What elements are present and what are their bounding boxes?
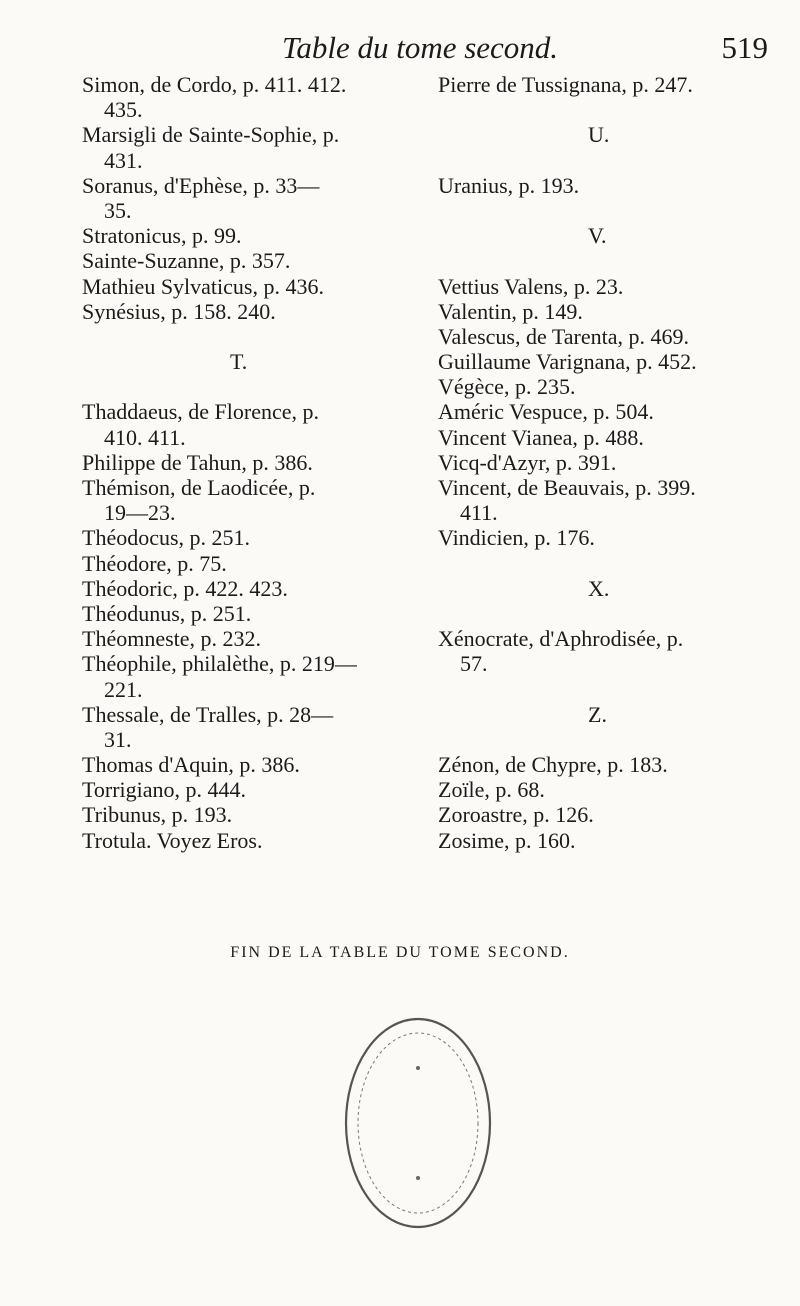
- index-entry-line: Zoïle, p. 68.: [438, 777, 545, 803]
- index-entry-line: Vincent Vianea, p. 488.: [438, 424, 644, 450]
- index-entry-line: Vincent, de Beauvais, p. 399.: [438, 475, 696, 500]
- index-entry-line: Simon, de Cordo, p. 411. 412.: [82, 72, 347, 97]
- index-entry-line: Thessale, de Tralles, p. 28—: [82, 701, 334, 727]
- section-letter: Z.: [588, 701, 607, 727]
- index-entry-line: 411.: [460, 500, 498, 526]
- library-stamp: [338, 1010, 498, 1236]
- index-entry-line: 221.: [104, 676, 143, 702]
- index-entry-line: Zoroastre, p. 126.: [438, 802, 594, 828]
- index-entry-line: Synésius, p. 158. 240.: [82, 298, 276, 324]
- index-entry-line: Vicq-d'Azyr, p. 391.: [438, 449, 617, 475]
- index-entry-line: 435.: [104, 97, 143, 123]
- index-entry-line: Thaddaeus, de Florence, p.: [82, 399, 320, 425]
- index-entry-line: 57.: [460, 651, 488, 677]
- running-title: Table du tome second.: [281, 30, 559, 65]
- index-entry-line: Marsigli de Sainte-Sophie, p.: [82, 122, 340, 148]
- index-entry-line: Vindicien, p. 176.: [438, 525, 595, 551]
- index-entry-line: Vettius Valens, p. 23.: [438, 273, 624, 299]
- index-entry-line: 431.: [104, 147, 143, 173]
- blank-line: [438, 198, 768, 223]
- index-entry-line: Végèce, p. 235.: [438, 374, 576, 400]
- blank-line: [438, 727, 768, 752]
- blank-line: [438, 97, 768, 122]
- index-entry-line: Philippe de Tahun, p. 386.: [82, 449, 313, 475]
- index-entry-line: 410. 411.: [104, 424, 186, 450]
- index-entry-line: Pierre de Tussignana, p. 247.: [438, 72, 693, 97]
- index-entry-line: Zénon, de Chypre, p. 183.: [438, 752, 668, 778]
- index-entry-line: Tribunus, p. 193.: [82, 802, 233, 828]
- index-entry-line: Théodocus, p. 251.: [82, 525, 251, 551]
- index-entry-line: Sainte-Suzanne, p. 357.: [82, 248, 291, 274]
- index-entry-line: Théodoric, p. 422. 423.: [82, 575, 288, 601]
- index-entry-line: Théodunus, p. 251.: [82, 600, 252, 626]
- blank-line: [82, 324, 422, 349]
- index-entry-line: 35.: [104, 197, 132, 223]
- blank-line: [82, 374, 422, 399]
- index-entry-line: Zosime, p. 160.: [438, 827, 576, 853]
- index-entry-line: Soranus, d'Ephèse, p. 33—: [82, 172, 320, 198]
- blank-line: [438, 148, 768, 173]
- index-entry-line: Xénocrate, d'Aphrodisée, p.: [438, 626, 684, 652]
- index-entry-line: Améric Vespuce, p. 504.: [438, 399, 654, 425]
- index-entry-line: Valescus, de Tarenta, p. 469.: [438, 323, 689, 349]
- index-entry-line: Valentin, p. 149.: [438, 298, 583, 324]
- index-entry-line: Torrigiano, p. 444.: [82, 777, 247, 803]
- index-entry-line: Trotula. Voyez Eros.: [82, 827, 263, 853]
- index-entry-line: Thémison, de Laodicée, p.: [82, 475, 316, 500]
- end-of-table-notice: FIN DE LA TABLE DU TOME SECOND.: [230, 944, 570, 961]
- blank-line: [438, 551, 768, 576]
- index-entry-line: Théodore, p. 75.: [82, 550, 227, 576]
- section-letter: V.: [588, 223, 607, 249]
- blank-line: [438, 677, 768, 702]
- index-entry-line: Thomas d'Aquin, p. 386.: [82, 752, 300, 778]
- section-letter: T.: [230, 349, 248, 375]
- index-entry-line: Théophile, philalèthe, p. 219—: [82, 651, 357, 677]
- index-entry-line: Guillaume Varignana, p. 452.: [438, 349, 697, 375]
- blank-line: [438, 601, 768, 626]
- section-letter: U.: [588, 122, 610, 148]
- page-number: 519: [721, 30, 768, 65]
- index-entry-line: 31.: [104, 726, 132, 752]
- index-entry-line: Stratonicus, p. 99.: [82, 223, 242, 249]
- index-column-right: [438, 72, 768, 853]
- index-entry-line: Uranius, p. 193.: [438, 172, 580, 198]
- section-letter: X.: [588, 575, 610, 601]
- index-column-left: [82, 72, 422, 853]
- index-entry-line: Mathieu Sylvaticus, p. 436.: [82, 273, 324, 299]
- blank-line: [438, 248, 768, 273]
- index-entry-line: Théomneste, p. 232.: [82, 626, 262, 652]
- index-entry-line: 19—23.: [104, 500, 176, 526]
